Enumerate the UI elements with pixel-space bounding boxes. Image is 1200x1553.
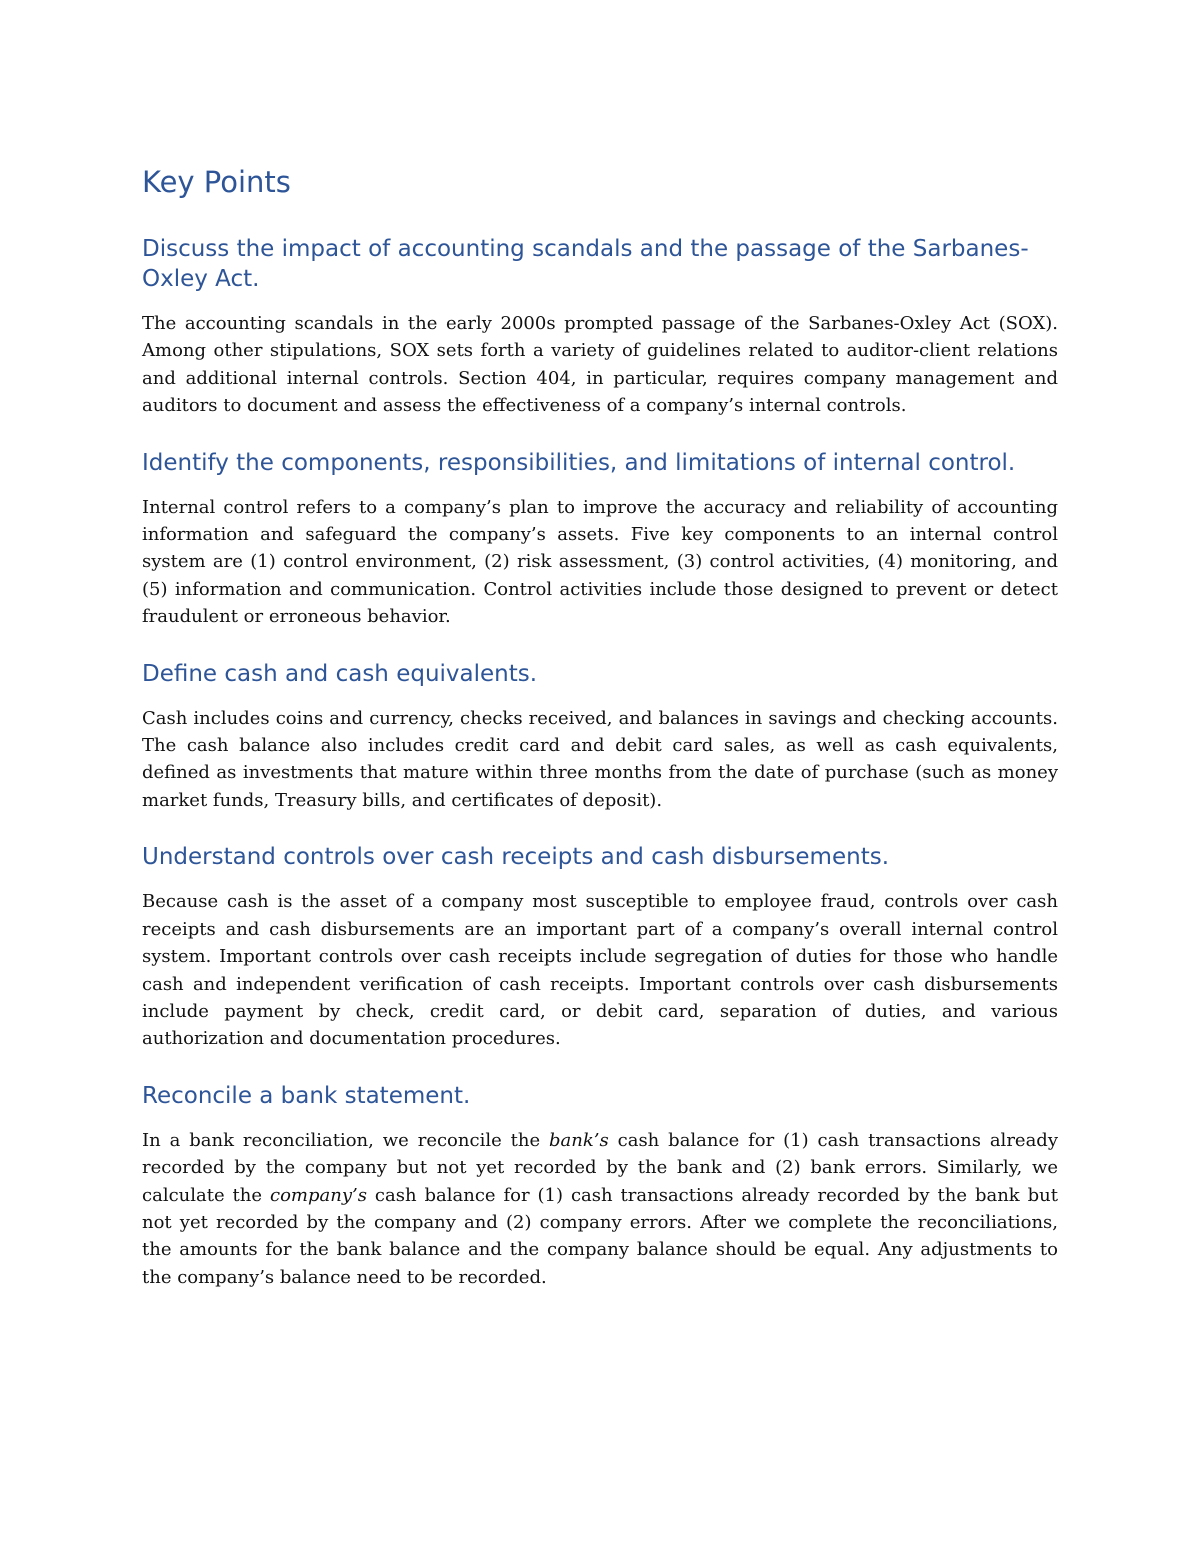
section-body-sox: The accounting scandals in the early 2000s prompted passage of the Sarbanes-Oxley Act (SOX). Among other stipulations, SOX sets forth a variety of guidelines related to auditor-client relations and additional internal controls. Section 404, in particular, requires company management and auditors to document and assess the effectiveness of a company’s internal controls. xyxy=(142,313,1058,417)
section-body-cash-controls: Because cash is the asset of a company most susceptible to employee fraud, controls over cash receipts and cash disbursements are an important part of a company’s overall internal control system. Important controls over cash receipts include segregation of duties for those who handle cash and independent verification of cash receipts. Important controls over cash disbursements include payment by check, credit card, or debit card, separation of duties, and various authorization and documentation procedures. xyxy=(142,891,1058,1050)
section-body-bank-reconciliation xyxy=(142,1127,1058,1291)
section-body-internal-control: Internal control refers to a company’s plan to improve the accuracy and reliability of accounting information and safeguard the company’s assets. Five key components to an internal control system are (1) control environment, (2) risk assessment, (3) control activities, (4) monitoring, and (5) information and communication. Control activities include those designed to prevent or detect fraudulent or erroneous behavior. xyxy=(142,496,1058,628)
section-body-cash: Cash includes coins and currency, checks received, and balances in savings and checking accounts. The cash balance also includes credit card and debit card sales, as well as cash equivalents, defined as investments that mature within three months from the date of purchase (such as money market funds, Treasury bills, and certificates of deposit). xyxy=(142,707,1058,811)
body-emphasis-bank: bank’s xyxy=(549,1129,609,1151)
body-text-part-1: In a bank reconciliation, we reconcile the xyxy=(142,1129,550,1151)
section-heading-bank-reconciliation: Reconcile a bank statement. xyxy=(142,1082,471,1109)
page-title: Key Points xyxy=(142,165,291,199)
body-emphasis-company: company’s xyxy=(269,1184,367,1206)
body-text-part-2: cash balance for (1) cash transactions already recorded by the company but not yet recorded by the bank and (2) bank errors. Similarly, we calculate the xyxy=(142,1129,1058,1206)
section-heading-sox: Discuss the impact of accounting scandals and the passage of the Sarbanes-Oxley Act. xyxy=(142,236,1029,292)
body-text-part-3: cash balance for (1) cash transactions already recorded by the bank but not yet recorded by the company and (2) company errors. After we complete the reconciliations, the amounts for the bank balance and the company balance should be equal. Any adjustments to the company’s balance need to be recorded. xyxy=(142,1184,1058,1288)
section-heading-internal-control: Identify the components, responsibilities, and limitations of internal control. xyxy=(142,449,1016,476)
section-heading-cash-controls: Understand controls over cash receipts and cash disbursements. xyxy=(142,844,890,871)
section-heading-cash: Define cash and cash equivalents. xyxy=(142,660,538,687)
document-page xyxy=(142,160,1058,1319)
